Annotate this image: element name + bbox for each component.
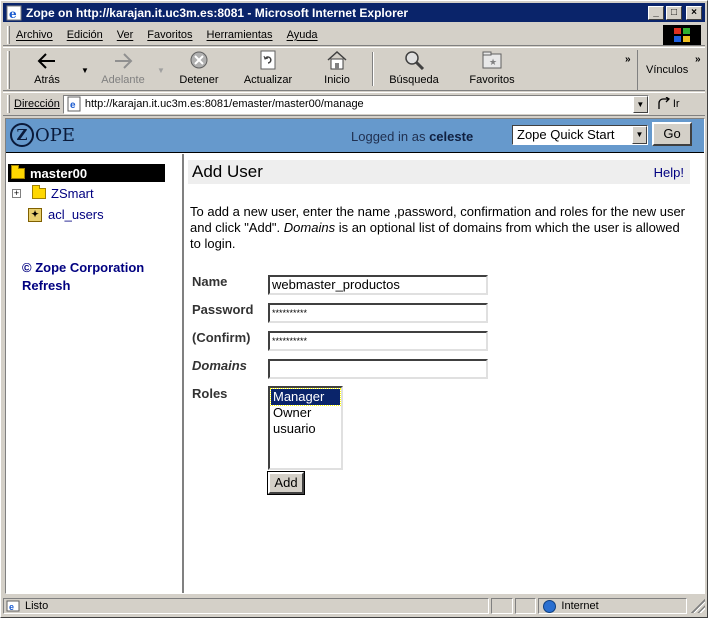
quick-start-value: Zope Quick Start: [517, 127, 615, 142]
favorites-label: Favoritos: [469, 74, 515, 86]
refresh-button[interactable]: [230, 48, 306, 90]
back-arrow-icon: [37, 52, 57, 70]
search-icon: [403, 50, 425, 70]
home-button[interactable]: [306, 48, 368, 90]
intro-text-part-2: is an optional list of domains from which the user is allowed to login.: [190, 220, 680, 251]
address-input[interactable]: [63, 95, 649, 114]
search-label: Búsqueda: [389, 74, 439, 86]
quick-start-go-button[interactable]: Go: [652, 122, 692, 146]
zope-logo-circle: Z: [10, 123, 34, 147]
zope-corporation-link[interactable]: © Zope Corporation: [22, 260, 145, 275]
stop-icon: [189, 50, 209, 70]
address-dropdown[interactable]: ▼: [633, 96, 648, 113]
refresh-label: Actualizar: [243, 74, 293, 86]
menu-herramientas[interactable]: Herramientas: [206, 28, 273, 41]
expand-plus-icon[interactable]: +: [13, 188, 20, 198]
search-button[interactable]: [378, 48, 450, 90]
page-content: [5, 118, 705, 594]
refresh-icon: [259, 50, 277, 70]
quick-start-select[interactable]: [512, 125, 648, 145]
toolbar-separator: [372, 52, 374, 86]
menu-favoritos[interactable]: Favoritos: [147, 28, 193, 41]
confirm-field[interactable]: **********: [268, 331, 488, 351]
confirm-label: (Confirm): [192, 330, 251, 345]
address-bar: [3, 92, 705, 116]
back-button[interactable]: [16, 48, 78, 90]
name-field[interactable]: webmaster_productos: [268, 275, 488, 295]
role-option-manager[interactable]: Manager: [271, 389, 340, 405]
tree-root-item[interactable]: [8, 164, 165, 182]
tree-item-label: ZSmart: [51, 186, 94, 201]
password-label: Password: [192, 302, 254, 317]
zope-logo[interactable]: [10, 123, 75, 147]
standard-toolbar: [3, 47, 705, 91]
window-title: Zope on http://karajan.it.uc3m.es:8081 - Microsoft Internet Explorer: [26, 5, 409, 20]
tree-item-acl-users[interactable]: [12, 207, 104, 222]
back-dropdown[interactable]: ▼: [81, 66, 89, 75]
name-label: Name: [192, 274, 228, 289]
page-title: Add User: [192, 162, 263, 181]
ie-icon: [6, 5, 22, 21]
logged-in-user: celeste: [429, 129, 474, 144]
form-header: [188, 160, 690, 184]
menu-ver[interactable]: Ver: [116, 28, 134, 41]
toolbar-grip[interactable]: [7, 51, 10, 89]
main-form-frame: [186, 154, 704, 594]
address-url: http://karajan.it.uc3m.es:8081/emaster/master00/manage: [84, 98, 364, 110]
status-text: Listo: [25, 600, 49, 612]
roles-label: Roles: [192, 386, 228, 401]
svg-text:★: ★: [489, 57, 498, 67]
home-label: Inicio: [324, 74, 350, 86]
close-button[interactable]: ×: [686, 6, 702, 20]
links-button[interactable]: Vínculos: [637, 50, 688, 90]
svg-text:e: e: [9, 6, 17, 21]
domains-field[interactable]: [268, 359, 488, 379]
menu-bar: [3, 24, 705, 46]
stop-button[interactable]: [168, 48, 230, 90]
status-bar: [3, 597, 705, 615]
forward-arrow-icon: [113, 52, 133, 70]
menu-ayuda[interactable]: Ayuda: [286, 28, 318, 41]
go-label: Ir: [672, 98, 680, 110]
toolbar-chevron[interactable]: »: [625, 54, 631, 65]
folder-icon: [32, 188, 46, 199]
zope-logo-text: OPE: [35, 124, 76, 146]
security-zone: [538, 598, 687, 614]
intro-domains-emphasis: Domains: [283, 220, 336, 235]
help-link[interactable]: Help!: [653, 164, 684, 180]
role-option-owner[interactable]: Owner: [273, 405, 312, 420]
menu-archivo[interactable]: Archivo: [16, 28, 53, 41]
tree-root-label: master00: [30, 165, 88, 181]
favorites-icon: [481, 50, 503, 70]
user-folder-icon: ✦: [28, 208, 42, 222]
stop-label: Detener: [179, 74, 219, 86]
links-chevron[interactable]: »: [695, 54, 701, 65]
resize-grip[interactable]: [691, 599, 705, 613]
intro-text-part-1: To add a new user, enter the name ,password, confirmation and roles for the new user and click "Add".: [190, 204, 685, 235]
forward-button[interactable]: [92, 48, 154, 90]
page-status-icon: [6, 600, 20, 612]
address-label: Dirección: [14, 98, 60, 110]
domains-label: Domains: [192, 358, 247, 373]
tree-item-zsmart[interactable]: [12, 186, 94, 201]
page-icon: [66, 96, 82, 112]
zope-header: [6, 119, 704, 153]
navigation-tree-frame: [6, 154, 184, 594]
forward-label: Adelante: [101, 74, 145, 86]
go-button[interactable]: [657, 97, 680, 111]
role-option-usuario[interactable]: usuario: [273, 421, 316, 436]
home-icon: [326, 50, 348, 70]
svg-text:e: e: [69, 100, 76, 111]
add-button[interactable]: Add: [268, 472, 304, 494]
zone-text: Internet: [561, 600, 599, 612]
address-grip[interactable]: [7, 95, 10, 113]
status-cell: [515, 598, 537, 614]
svg-text:e: e: [9, 602, 15, 612]
quick-start-dropdown-icon: ▼: [632, 126, 647, 144]
minimize-button[interactable]: _: [648, 6, 664, 20]
folder-icon: [11, 168, 25, 179]
back-label: Atrás: [34, 74, 60, 86]
menu-grip[interactable]: [7, 26, 10, 44]
status-main: [3, 598, 489, 614]
logged-in-prefix: Logged in as: [351, 129, 426, 144]
tree-refresh-link[interactable]: Refresh: [22, 278, 71, 293]
internet-globe-icon: [543, 600, 556, 613]
status-cell: [491, 598, 513, 614]
windows-logo-icon: [663, 25, 701, 45]
roles-listbox[interactable]: [268, 386, 343, 470]
intro-text: [190, 204, 690, 252]
maximize-button[interactable]: □: [666, 6, 682, 20]
title-bar: [3, 3, 705, 22]
tree-item-label: acl_users: [48, 207, 104, 222]
go-arrow-icon: [657, 97, 673, 111]
favorites-button[interactable]: [450, 48, 534, 90]
forward-dropdown[interactable]: ▼: [157, 66, 165, 75]
password-field[interactable]: **********: [268, 303, 488, 323]
logged-in-text: [351, 129, 473, 144]
menu-edicion[interactable]: Edición: [66, 28, 103, 41]
